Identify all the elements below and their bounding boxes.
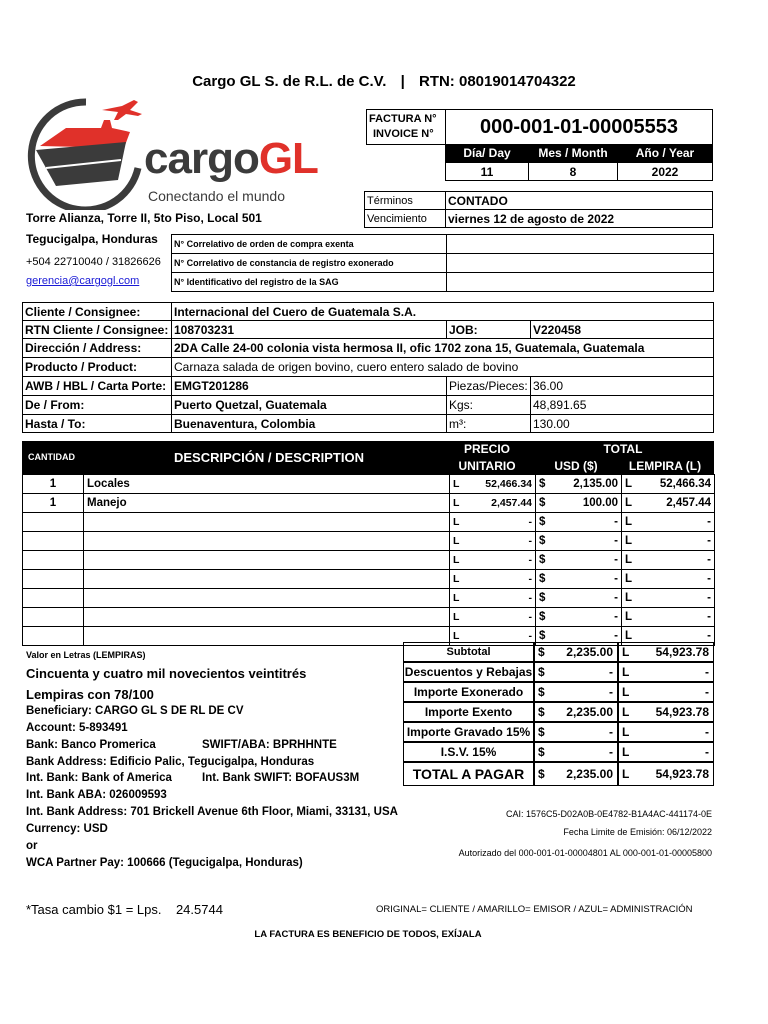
totals-hnl-currency: L — [618, 762, 632, 786]
item-description — [84, 570, 450, 589]
totals-usd: 2,235.00 — [548, 702, 618, 722]
item-price: - — [464, 627, 536, 646]
client-label: Cliente / Consignee: — [22, 302, 172, 321]
header-separator: | — [400, 73, 405, 90]
item-hnl-currency: L — [622, 570, 636, 589]
totals-usd: 2,235.00 — [548, 642, 618, 662]
item-usd: - — [550, 513, 622, 532]
item-price: - — [464, 589, 536, 608]
pieces-label: Piezas/Pieces: — [446, 376, 531, 396]
ship-plane-icon — [26, 98, 156, 210]
from-value: Puerto Quetzal, Guatemala — [171, 395, 447, 415]
totals-row — [403, 702, 714, 722]
item-usd-currency: $ — [536, 475, 550, 494]
totals-hnl-currency: L — [618, 682, 632, 702]
item-hnl-currency: L — [622, 608, 636, 627]
item-usd-currency: $ — [536, 494, 550, 513]
item-qty: 1 — [23, 475, 84, 494]
totals-hnl-currency: L — [618, 662, 632, 682]
int-bank-address: Int. Bank Address: 701 Brickell Avenue 6th Floor, Miami, 33131, USA — [26, 806, 398, 818]
invoice-label-box — [366, 109, 446, 145]
awb-value: EMGT201286 — [171, 376, 447, 396]
m3-value: 130.00 — [530, 414, 714, 433]
item-usd: - — [550, 551, 622, 570]
words-label: Valor en Letras (LEMPIRAS) — [26, 650, 146, 660]
item-usd: - — [550, 627, 622, 646]
totals-usd-currency: $ — [534, 722, 548, 742]
item-usd: - — [550, 532, 622, 551]
totals-usd: - — [548, 682, 618, 702]
table-row — [23, 551, 715, 570]
totals-usd-currency: $ — [534, 642, 548, 662]
logo-tagline: Conectando el mundo — [148, 188, 285, 204]
to-label: Hasta / To: — [22, 414, 172, 433]
totals-hnl: 54,923.78 — [632, 642, 714, 662]
totals-usd-currency: $ — [534, 762, 548, 786]
item-price-currency: L — [450, 551, 464, 570]
item-hnl-currency: L — [622, 475, 636, 494]
from-label: De / From: — [22, 395, 172, 415]
item-description — [84, 589, 450, 608]
totals-row — [403, 742, 714, 762]
totals-usd: 2,235.00 — [548, 762, 618, 786]
table-row — [23, 532, 715, 551]
exempt-sag-label: N° Identificativo del registro de la SAG — [171, 272, 447, 292]
company-header — [0, 73, 768, 90]
item-description — [84, 608, 450, 627]
bank-account: Account: 5-893491 — [26, 722, 128, 734]
bank-swift: SWIFT/ABA: BPRHHNTE — [202, 739, 337, 751]
item-hnl-currency: L — [622, 589, 636, 608]
totals-hnl: - — [632, 682, 714, 702]
due-label: Vencimiento — [364, 209, 446, 228]
words-line1: Cincuenta y cuatro mil novecientos veintitrés — [26, 666, 307, 681]
item-hnl: - — [636, 608, 715, 627]
item-usd-currency: $ — [536, 608, 550, 627]
logo-word-cargo: cargo — [144, 134, 259, 183]
hnl-header: LEMPIRA (L) — [628, 459, 702, 473]
kgs-label: Kgs: — [446, 395, 531, 415]
item-price-currency: L — [450, 513, 464, 532]
invoice-number: 000-001-01-00005553 — [445, 109, 713, 145]
totals-hnl-currency: L — [618, 742, 632, 762]
item-price-currency: L — [450, 475, 464, 494]
item-hnl: - — [636, 551, 715, 570]
item-hnl-currency: L — [622, 494, 636, 513]
company-rtn: RTN: 08019014704322 — [418, 73, 576, 90]
totals-usd-currency: $ — [534, 662, 548, 682]
bank-beneficiary: Beneficiary: CARGO GL S DE RL DE CV — [26, 705, 244, 717]
company-phone: +504 22710040 / 31826626 — [26, 256, 161, 268]
terms-label: Términos — [364, 191, 446, 210]
logo-word-gl: GL — [258, 134, 318, 183]
item-usd: 2,135.00 — [550, 475, 622, 494]
item-hnl-currency: L — [622, 551, 636, 570]
item-price: - — [464, 570, 536, 589]
address-label: Dirección / Address: — [22, 338, 172, 358]
totals-label: I.S.V. 15% — [403, 742, 534, 762]
totals-usd: - — [548, 722, 618, 742]
usd-header: USD ($) — [554, 459, 598, 473]
item-description: Manejo — [84, 494, 450, 513]
totals-usd-currency: $ — [534, 682, 548, 702]
item-price: 52,466.34 — [464, 475, 536, 494]
month-value: 8 — [528, 162, 618, 181]
or-text: or — [26, 840, 38, 852]
item-hnl-currency: L — [622, 627, 636, 646]
item-price-currency: L — [450, 570, 464, 589]
item-price-currency: L — [450, 627, 464, 646]
slogan: LA FACTURA ES BENEFICIO DE TODOS, EXÍJALA — [254, 929, 482, 940]
rtn-value: 108703231 — [171, 320, 447, 339]
job-label: JOB: — [446, 320, 531, 339]
item-price-currency: L — [450, 532, 464, 551]
desc-header: DESCRIPCIÓN / DESCRIPTION — [174, 450, 364, 465]
item-price: 2,457.44 — [464, 494, 536, 513]
item-price: - — [464, 608, 536, 627]
totals-hnl: - — [632, 722, 714, 742]
item-qty: 1 — [23, 494, 84, 513]
item-qty — [23, 513, 84, 532]
item-qty — [23, 608, 84, 627]
client-value: Internacional del Cuero de Guatemala S.A. — [171, 302, 714, 321]
int-bank-aba: Int. Bank ABA: 026009593 — [26, 789, 167, 801]
year-value: 2022 — [617, 162, 713, 181]
item-hnl-currency: L — [622, 532, 636, 551]
item-hnl: - — [636, 513, 715, 532]
item-hnl: - — [636, 532, 715, 551]
item-hnl-currency: L — [622, 513, 636, 532]
item-hnl: - — [636, 589, 715, 608]
item-qty — [23, 627, 84, 646]
rtn-label: RTN Cliente / Consignee: — [22, 320, 172, 339]
invoice-label-es: FACTURA N° — [369, 113, 437, 125]
item-usd-currency: $ — [536, 570, 550, 589]
awb-label: AWB / HBL / Carta Porte: — [22, 376, 172, 396]
item-price-currency: L — [450, 494, 464, 513]
copies-note: ORIGINAL= CLIENTE / AMARILLO= EMISOR / AZUL= ADMINISTRACIÓN — [376, 904, 693, 915]
exempt-po-value — [446, 234, 714, 254]
day-header: Día/ Day — [445, 144, 529, 162]
month-header: Mes / Month — [528, 144, 618, 162]
totals-hnl-currency: L — [618, 642, 632, 662]
product-label: Producto / Product: — [22, 357, 172, 377]
totals-label: TOTAL A PAGAR — [403, 762, 534, 786]
totals-usd: - — [548, 742, 618, 762]
exempt-reg-value — [446, 253, 714, 273]
table-row — [23, 570, 715, 589]
totals-hnl: - — [632, 742, 714, 762]
table-row — [23, 589, 715, 608]
totals-usd: - — [548, 662, 618, 682]
int-bank: Int. Bank: Bank of America — [26, 772, 172, 784]
item-price-currency: L — [450, 608, 464, 627]
item-price: - — [464, 551, 536, 570]
job-value: V220458 — [530, 320, 714, 339]
item-qty — [23, 570, 84, 589]
cai-code: CAI: 1576C5-D02A0B-0E4782-B1A4AC-441174-0E — [506, 809, 712, 819]
m3-label: m³: — [446, 414, 531, 433]
product-value: Carnaza salada de origen bovino, cuero entero salado de bovino — [171, 357, 714, 377]
item-hnl: - — [636, 627, 715, 646]
pieces-value: 36.00 — [530, 376, 714, 396]
item-description — [84, 551, 450, 570]
table-row — [23, 513, 715, 532]
logo-wordmark — [144, 134, 318, 184]
totals-usd-currency: $ — [534, 742, 548, 762]
totals-row — [403, 642, 714, 662]
table-row — [23, 475, 715, 494]
item-price-currency: L — [450, 589, 464, 608]
item-price: - — [464, 513, 536, 532]
table-row — [23, 494, 715, 513]
cai-limit: Fecha Limite de Emisión: 06/12/2022 — [563, 827, 712, 837]
item-description: Locales — [84, 475, 450, 494]
item-usd: - — [550, 608, 622, 627]
item-qty — [23, 551, 84, 570]
totals-label: Subtotal — [403, 642, 534, 662]
qty-header: CANTIDAD — [28, 452, 75, 462]
item-qty — [23, 589, 84, 608]
company-address2: Tegucigalpa, Honduras — [26, 232, 158, 246]
items-table — [22, 474, 715, 646]
item-usd: 100.00 — [550, 494, 622, 513]
item-hnl: 52,466.34 — [636, 475, 715, 494]
exempt-sag-value — [446, 272, 714, 292]
item-usd-currency: $ — [536, 532, 550, 551]
totals-row — [403, 722, 714, 742]
totals-hnl: 54,923.78 — [632, 762, 714, 786]
wca-partner: WCA Partner Pay: 100666 (Tegucigalpa, Honduras) — [26, 857, 303, 869]
item-hnl: - — [636, 570, 715, 589]
total-header: TOTAL — [603, 442, 643, 456]
exempt-reg-label: N° Correlativo de constancia de registro exonerado — [171, 253, 447, 273]
item-usd: - — [550, 589, 622, 608]
item-usd-currency: $ — [536, 551, 550, 570]
totals-hnl-currency: L — [618, 702, 632, 722]
address-value: 2DA Calle 24-00 colonia vista hermosa II, ofic 1702 zona 15, Guatemala, Guatemala — [171, 338, 714, 358]
exchange-rate: *Tasa cambio $1 = Lps. 24.5744 — [26, 902, 223, 917]
company-logo — [26, 98, 336, 210]
totals-usd-currency: $ — [534, 702, 548, 722]
totals-label: Importe Gravado 15% — [403, 722, 534, 742]
terms-value: CONTADO — [445, 191, 713, 210]
year-header: Año / Year — [617, 144, 713, 162]
words-line2: Lempiras con 78/100 — [26, 687, 154, 702]
totals-row — [403, 682, 714, 702]
totals-hnl-currency: L — [618, 722, 632, 742]
item-qty — [23, 532, 84, 551]
bank-name: Bank: Banco Promerica — [26, 739, 156, 751]
item-usd-currency: $ — [536, 589, 550, 608]
day-value: 11 — [445, 162, 529, 181]
item-usd: - — [550, 570, 622, 589]
invoice-label-en: INVOICE N° — [373, 128, 434, 140]
cai-range: Autorizado del 000-001-01-00004801 AL 000-001-01-00005800 — [458, 848, 712, 858]
company-email-link[interactable]: gerencia@cargogl.com — [26, 275, 140, 287]
item-hnl: 2,457.44 — [636, 494, 715, 513]
due-value: viernes 12 de agosto de 2022 — [445, 209, 713, 228]
totals-row — [403, 662, 714, 682]
kgs-value: 48,891.65 — [530, 395, 714, 415]
item-description — [84, 532, 450, 551]
items-header — [22, 441, 714, 475]
totals-row — [403, 762, 714, 786]
price-header-2: UNITARIO — [458, 459, 516, 473]
price-header-1: PRECIO — [463, 442, 510, 456]
bank-address: Bank Address: Edificio Palic, Tegucigalpa, Honduras — [26, 756, 315, 768]
totals-label: Importe Exento — [403, 702, 534, 722]
totals-hnl: - — [632, 662, 714, 682]
totals-label: Importe Exonerado — [403, 682, 534, 702]
totals-hnl: 54,923.78 — [632, 702, 714, 722]
to-value: Buenaventura, Colombia — [171, 414, 447, 433]
exempt-po-label: N° Correlativo de orden de compra exenta — [171, 234, 447, 254]
totals-label: Descuentos y Rebajas — [403, 662, 534, 682]
currency: Currency: USD — [26, 823, 108, 835]
item-usd-currency: $ — [536, 513, 550, 532]
item-description — [84, 627, 450, 646]
company-name: Cargo GL S. de R.L. de C.V. — [192, 73, 387, 90]
item-price: - — [464, 532, 536, 551]
table-row — [23, 608, 715, 627]
item-description — [84, 513, 450, 532]
company-address1: Torre Alianza, Torre II, 5to Piso, Local 501 — [26, 211, 262, 225]
int-bank-swift: Int. Bank SWIFT: BOFAUS3M — [202, 772, 360, 784]
item-usd-currency: $ — [536, 627, 550, 646]
